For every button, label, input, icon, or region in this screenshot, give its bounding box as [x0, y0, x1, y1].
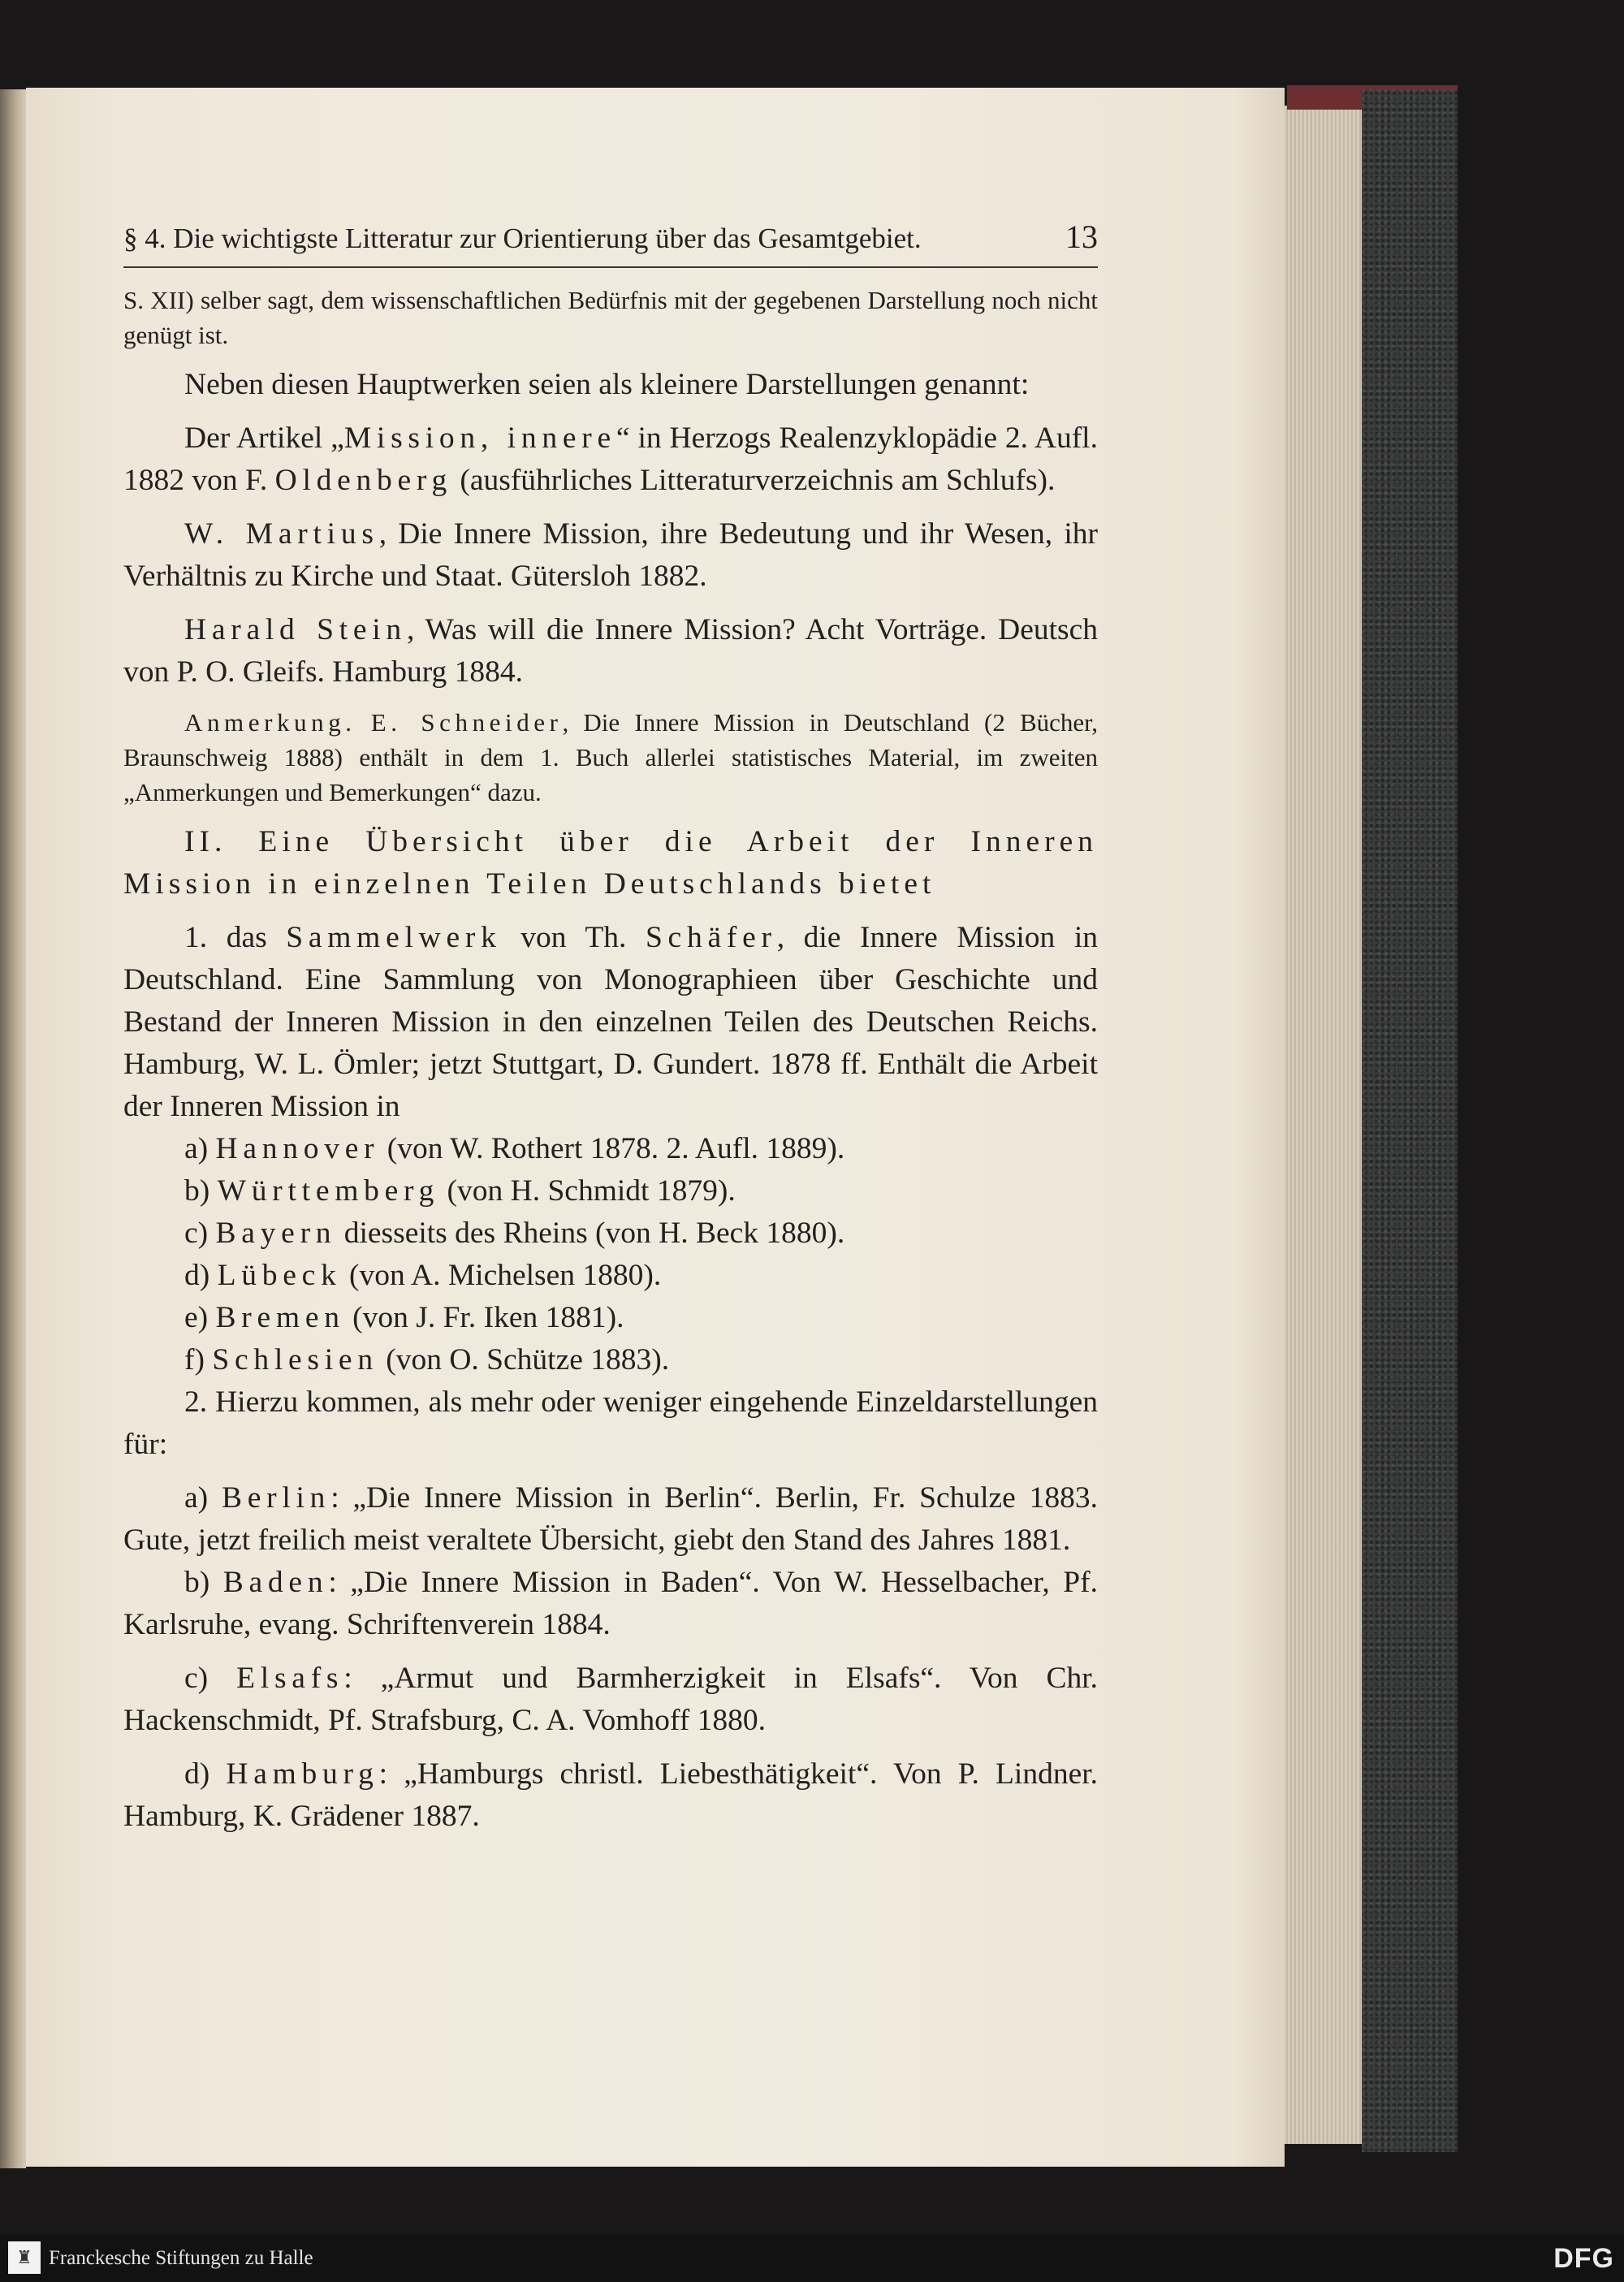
list-item — [123, 1128, 1098, 1170]
list-item-rest: diesseits des Rheins (von H. Beck 1880). — [336, 1217, 845, 1250]
list-item-rest: (von J. Fr. Iken 1881). — [344, 1301, 624, 1334]
martius-author: W. Martius — [184, 517, 379, 551]
list-item-name: Elsafs — [236, 1662, 344, 1695]
list-item — [123, 1657, 1098, 1742]
herzog-entry — [123, 417, 1098, 502]
martius-rest: , Die Innere Mission, ihre Bedeutung und ihr Wesen, ihr Verhältnis zu Kirche und Staat. Gütersloh 1882. — [123, 517, 1098, 593]
stein-rest: , Was will die Innere Mission? Acht Vorträge. Deutsch von P. O. Gleifs. Hamburg 1884. — [123, 613, 1098, 689]
page-edges — [1285, 106, 1362, 2144]
foundation-logo-icon: ♜ — [8, 2241, 41, 2274]
list-item-label: c) — [184, 1217, 209, 1250]
list-item — [123, 1255, 1098, 1297]
list-item-label: c) — [184, 1662, 209, 1695]
herzog-author: Oldenberg — [274, 464, 452, 497]
martius-entry — [123, 513, 1098, 598]
list-item-name: Bremen — [215, 1301, 345, 1334]
list-item-name: Bayern — [215, 1217, 337, 1250]
city-list — [123, 1477, 1098, 1838]
herzog-pre: Der Artikel „ — [184, 421, 344, 455]
herzog-mid: “ in Herzogs Realenzyklopädie 2. Aufl. 1882 von F. — [123, 421, 1098, 497]
book-cover-board — [1362, 89, 1458, 2152]
continued-text: S. XII) selber sagt, dem wissenschaftlichen Bedürfnis mit der gegebenen Darstellung noch nicht genügt ist. — [123, 286, 1098, 349]
running-head-title: § 4. Die wichtigste Litteratur zur Orientierung über das Gesamtgebiet. — [123, 223, 922, 254]
note-author: E. Schneider — [370, 708, 563, 737]
running-head — [123, 219, 1098, 268]
list-item-name: Hannover — [215, 1132, 380, 1165]
collection-entry — [123, 917, 1098, 1128]
list-item-label: f) — [184, 1343, 205, 1377]
herzog-post: (ausführliches Litteraturverzeichnis am Schlufs). — [451, 464, 1056, 497]
intro-text: Neben diesen Hauptwerken seien als kleinere Darstellungen genannt: — [184, 368, 1030, 401]
monographs-intro — [123, 1381, 1098, 1466]
collection-title: Sammelwerk — [286, 921, 502, 954]
list-item-name: Württemberg — [217, 1174, 440, 1208]
left-page-edge — [0, 89, 26, 2168]
list-item-name: Schlesien — [212, 1343, 378, 1377]
region-list — [123, 1128, 1098, 1381]
note-paragraph — [123, 705, 1098, 810]
list-item-name: Berlin — [221, 1481, 331, 1515]
list-item-label: e) — [184, 1301, 209, 1334]
herzog-title: Mission, innere — [343, 421, 616, 455]
list-item-rest: (von O. Schütze 1883). — [378, 1343, 670, 1377]
intro-paragraph — [123, 364, 1098, 406]
note-rest: , Die Innere Mission in Deutschland (2 Bücher, Braunschweig 1888) enthält in dem 1. Buch allerlei statistisches Material, im zweiten „Anmerkungen und Bemerkungen“ dazu. — [123, 708, 1099, 806]
list-item-label: a) — [184, 1132, 209, 1165]
list-item — [123, 1297, 1098, 1339]
list-item — [123, 1339, 1098, 1381]
list-item-label: b) — [184, 1566, 210, 1599]
note-label: Anmerkung. — [184, 708, 356, 737]
section-heading — [123, 821, 1098, 905]
list-item-name: Baden — [222, 1566, 329, 1599]
list-item-rest: (von H. Schmidt 1879). — [439, 1174, 736, 1208]
dfg-logo: DFG — [1553, 2243, 1614, 2274]
list-item-label: a) — [184, 1481, 209, 1515]
list-item-rest: : „Hamburgs christl. Liebesthätigkeit“. Von P. Lindner. Hamburg, K. Grädener 1887. — [123, 1757, 1099, 1833]
list-item-rest: (von A. Michelsen 1880). — [341, 1259, 662, 1292]
list-item-rest: : „Die Innere Mission in Baden“. Von W. Hesselbacher, Pf. Karlsruhe, evang. Schriftenverein 1884. — [123, 1566, 1098, 1641]
stein-entry — [123, 609, 1098, 694]
collection-mid: von Th. — [501, 921, 646, 954]
list-item-rest: (von W. Rothert 1878. 2. Aufl. 1889). — [379, 1132, 845, 1165]
stein-author: Harald Stein — [184, 613, 407, 646]
collection-post: , die Innere Mission in Deutschland. Eine Sammlung von Monographieen über Geschichte und Bestand der Inneren Mission in den einzelnen Teilen des Deutschen Reichs. Hamburg, W. L. Ömler; jetzt Stuttgart, D. Gundert. 1878 ff. Enthält die Arbeit der Inneren Mission in — [123, 921, 1098, 1123]
collection-editor: Schäfer — [645, 921, 777, 954]
list-item — [123, 1212, 1098, 1255]
page-number: 13 — [1065, 218, 1098, 255]
viewer-footer — [0, 2235, 1624, 2282]
list-item-name: Hamburg — [226, 1757, 379, 1791]
monographs-intro-text: 2. Hierzu kommen, als mehr oder weniger eingehende Einzeldarstellungen für: — [123, 1385, 1098, 1461]
list-item-label: b) — [184, 1174, 210, 1208]
list-item — [123, 1562, 1098, 1646]
list-item — [123, 1477, 1098, 1562]
list-item-label: d) — [184, 1757, 210, 1791]
list-item-rest: : „Die Innere Mission in Berlin“. Berlin, Fr. Schulze 1883. Gute, jetzt freilich meist veraltete Übersicht, giebt den Stand des Jahres 1881. — [123, 1481, 1098, 1557]
section-heading-text: II. Eine Übersicht über die Arbeit der Inneren Mission in einzelnen Teilen Deutschlands bietet — [123, 825, 1098, 901]
list-item-rest: : „Armut und Barmherzigkeit in Elsafs“. Von Chr. Hackenschmidt, Pf. Strafsburg, C. A. Vomhoff 1880. — [123, 1662, 1099, 1737]
list-item-label: d) — [184, 1259, 210, 1292]
collection-pre: 1. das — [184, 921, 287, 954]
continued-paragraph — [123, 283, 1098, 352]
page-text — [123, 219, 1098, 1838]
list-item — [123, 1170, 1098, 1212]
list-item-name: Lübeck — [217, 1259, 342, 1292]
institution-name: Franckesche Stiftungen zu Halle — [49, 2247, 313, 2269]
list-item — [123, 1753, 1098, 1838]
